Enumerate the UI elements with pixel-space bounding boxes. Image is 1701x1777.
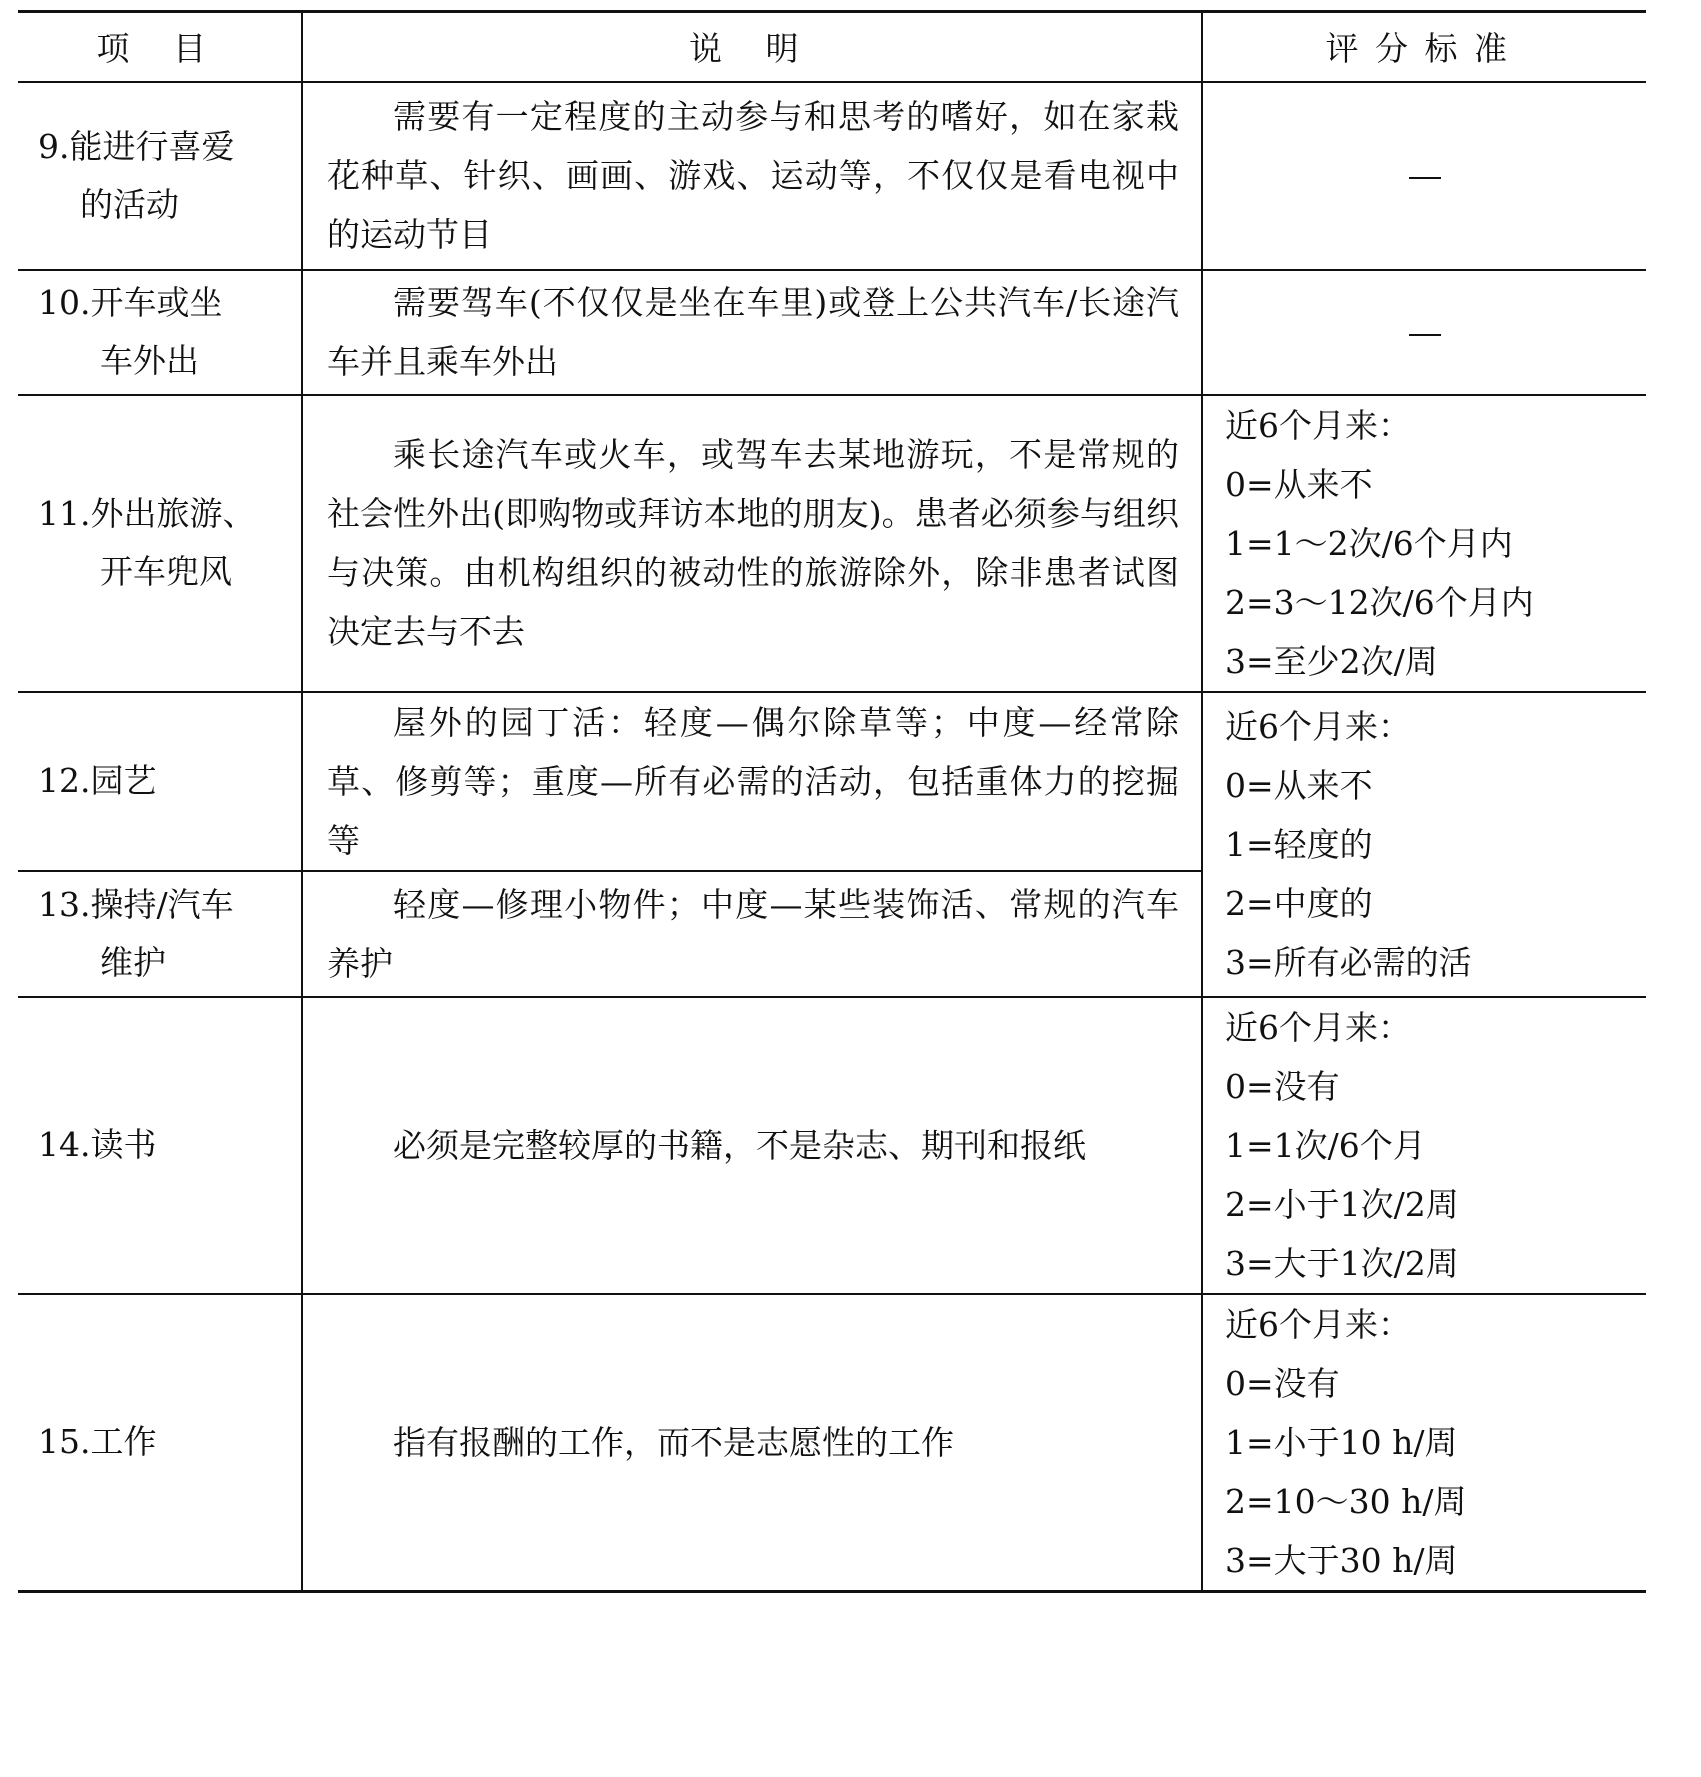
header-item: 项 目	[18, 12, 302, 82]
description-cell: 乘长途汽车或火车，或驾车去某地游玩，不是常规的社会性外出(即购物或拜访本地的朋友)。患者必须参与组织与决策。由机构组织的被动性的旅游除外，除非患者试图决定去与不去	[302, 395, 1202, 692]
dash-mark	[1409, 177, 1441, 179]
item-line: 维护	[100, 942, 166, 982]
criteria-line: 2=3～12次/6个月内	[1225, 582, 1534, 622]
criteria-line: 近6个月来：	[1225, 1304, 1411, 1344]
item-cell	[18, 82, 302, 270]
criteria-line: 0=没有	[1225, 1066, 1340, 1106]
header-criteria: 评分标准	[1202, 12, 1646, 82]
criteria-line: 0=从来不	[1225, 765, 1373, 805]
criteria-cell	[1202, 395, 1646, 692]
criteria-line: 3=大于30 h/周	[1225, 1540, 1458, 1580]
item-line: 的活动	[80, 184, 179, 224]
item-line: 13.操持/汽车	[38, 884, 234, 924]
criteria-cell	[1202, 82, 1646, 270]
description-cell: 必须是完整较厚的书籍，不是杂志、期刊和报纸	[302, 997, 1202, 1294]
item-line: 开车兜风	[100, 552, 232, 591]
item-line: 10.开车或坐	[38, 283, 223, 322]
table-row	[18, 692, 1646, 871]
item-line: 车外出	[100, 341, 199, 380]
criteria-line: 0=从来不	[1225, 464, 1373, 504]
header-description: 说 明	[302, 12, 1202, 82]
criteria-line: 3=大于1次/2周	[1225, 1243, 1459, 1283]
item-cell	[18, 270, 302, 395]
description-cell: 需要有一定程度的主动参与和思考的嗜好，如在家栽花种草、针织、画画、游戏、运动等，不仅仅是看电视中的运动节目	[302, 82, 1202, 270]
item-line: 11.外出旅游、	[38, 494, 256, 533]
item-cell	[18, 395, 302, 692]
criteria-line: 1=小于10 h/周	[1225, 1422, 1458, 1462]
header-row	[18, 12, 1646, 82]
criteria-cell	[1202, 270, 1646, 395]
criteria-line: 近6个月来：	[1225, 1007, 1411, 1047]
criteria-line: 3=所有必需的活	[1225, 942, 1472, 982]
criteria-line: 近6个月来：	[1225, 405, 1411, 445]
criteria-line: 2=10～30 h/周	[1225, 1481, 1467, 1521]
table-row	[18, 1294, 1646, 1592]
item-line: 9.能进行喜爱	[38, 126, 235, 166]
criteria-cell	[1202, 997, 1646, 1294]
table-row	[18, 270, 1646, 395]
item-cell	[18, 692, 302, 871]
dash-mark	[1409, 334, 1441, 336]
description-cell: 屋外的园丁活：轻度—偶尔除草等；中度—经常除草、修剪等；重度—所有必需的活动，包括重体力的挖掘等	[302, 692, 1202, 871]
description-cell: 指有报酬的工作，而不是志愿性的工作	[302, 1294, 1202, 1592]
criteria-line: 1=轻度的	[1225, 824, 1373, 864]
criteria-cell	[1202, 1294, 1646, 1592]
item-cell	[18, 997, 302, 1294]
table-row	[18, 82, 1646, 270]
criteria-line: 2=中度的	[1225, 883, 1373, 923]
item-line: 12.园艺	[38, 761, 157, 800]
description-cell: 轻度—修理小物件；中度—某些装饰活、常规的汽车养护	[302, 871, 1202, 997]
criteria-line: 近6个月来：	[1225, 706, 1411, 746]
criteria-line: 3=至少2次/周	[1225, 641, 1438, 681]
item-line: 14.读书	[38, 1125, 157, 1164]
criteria-line: 0=没有	[1225, 1363, 1340, 1403]
criteria-line: 1=1次/6个月	[1225, 1125, 1426, 1165]
item-line: 15.工作	[38, 1422, 157, 1461]
description-cell: 需要驾车(不仅仅是坐在车里)或登上公共汽车/长途汽车并且乘车外出	[302, 270, 1202, 395]
criteria-line: 2=小于1次/2周	[1225, 1184, 1459, 1224]
criteria-cell	[1202, 692, 1646, 997]
scoring-table	[18, 10, 1646, 1593]
table-row	[18, 997, 1646, 1294]
criteria-line: 1=1～2次/6个月内	[1225, 523, 1513, 563]
item-cell	[18, 871, 302, 997]
item-cell	[18, 1294, 302, 1592]
table-row	[18, 395, 1646, 692]
